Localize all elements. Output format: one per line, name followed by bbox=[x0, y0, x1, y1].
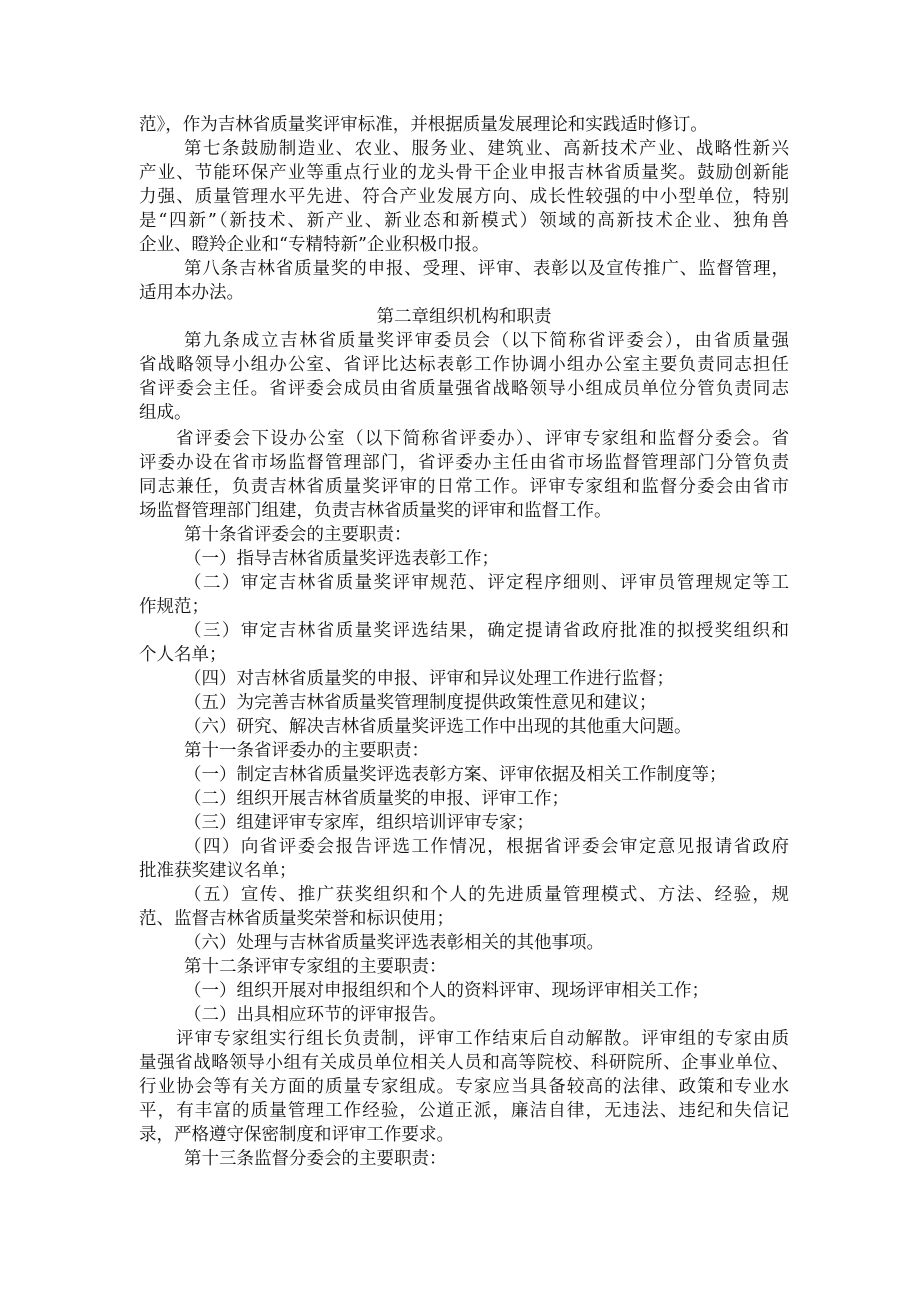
text-line: （三）审定吉林省质量奖评选结果，确定提请省政府批准的拟授奖组织和 bbox=[184, 621, 789, 641]
text-line: （二）审定吉林省质量奖评审规范、评定程序细则、评审员管理规定等工 bbox=[184, 573, 789, 593]
text-line: 第十条省评委会的主要职责： bbox=[184, 525, 412, 545]
text-line: 第十三条监督分委会的主要职责： bbox=[184, 1149, 447, 1169]
text-line: 第八条吉林省质量奖的申报、受理、评审、表彰以及宣传推广、监督管理， bbox=[184, 259, 789, 279]
text-line: 适用本办法。 bbox=[139, 283, 244, 303]
text-line: 第七条鼓励制造业、农业、服务业、建筑业、高新技术产业、战略性新兴 bbox=[184, 139, 789, 159]
text-line: 第十一条省评委办的主要职责： bbox=[184, 741, 429, 761]
text-line: 第九条成立吉林省质量奖评审委员会（以下简称省评委会），由省质量强 bbox=[184, 331, 789, 351]
text-line: 第十二条评审专家组的主要职责： bbox=[184, 957, 447, 977]
text-line: （三）组建评审专家库，组织培训评审专家； bbox=[184, 813, 534, 833]
text-line: 企业、瞪羚企业和“专精特新”企业积极巾报。 bbox=[139, 235, 490, 255]
text-line: （六）研究、解决吉林省质量奖评选工作中出现的其他重大问题。 bbox=[184, 717, 692, 737]
text-line: 省评委会下设办公室（以下简称省评委办）、评审专家组和监督分委会。省 bbox=[176, 429, 789, 449]
text-line: 个人名单； bbox=[139, 645, 227, 665]
text-line: 力强、质量管理水平先进、符合产业发展方向、成长性较强的中小型单位，特别 bbox=[139, 187, 789, 207]
text-line: 评审专家组实行组长负责制，评审工作结束后自动解散。评审组的专家由质 bbox=[176, 1029, 789, 1049]
text-line: 行业协会等有关方面的质量专家组成。专家应当具备较高的法律、政策和专业水 bbox=[139, 1077, 789, 1097]
text-line: （一）制定吉林省质量奖评选表彰方案、评审依据及相关工作制度等； bbox=[184, 765, 727, 785]
text-line: 同志兼任，负责吉林省质量奖评审的日常工作。评审专家组和监督分委会由省市 bbox=[139, 477, 789, 497]
text-line: （一）组织开展对申报组织和个人的资料评审、现场评审相关工作； bbox=[184, 981, 709, 1001]
text-line: 范、监督吉林省质量奖荣誉和标识使用； bbox=[139, 909, 454, 929]
text-line: （四）对吉林省质量奖的申报、评审和异议处理工作进行监督； bbox=[184, 669, 674, 689]
text-line: 批准获奖建议名单； bbox=[139, 861, 297, 881]
text-line: 组成。 bbox=[139, 403, 192, 423]
text-line: （一）指导吉林省质量奖评选表彰工作； bbox=[184, 549, 499, 569]
text-line: （四）向省评委会报告评选工作情况，根据省评委会审定意见报请省政府 bbox=[184, 837, 789, 857]
text-line: 是“四新”（新技术、新产业、新业态和新模式）领域的高新技术企业、独角兽 bbox=[139, 211, 789, 231]
text-line: （五）宣传、推广获奖组织和个人的先进质量管理模式、方法、经验，规 bbox=[184, 885, 789, 905]
text-line: 范》，作为吉林省质量奖评审标准，并根据质量发展理论和实践适时修订。 bbox=[139, 115, 708, 135]
text-line: 场监督管理部门组建，负责吉林省质量奖的评审和监督工作。 bbox=[139, 501, 612, 521]
text-line: 省评委会主任。省评委会成员由省质量强省战略领导小组成员单位分管负责同志 bbox=[139, 379, 789, 399]
text-line: 产业、节能环保产业等重点行业的龙头骨干企业申报吉林省质量奖。鼓励创新能 bbox=[139, 163, 789, 183]
text-line: （二）出具相应环节的评审报告。 bbox=[184, 1005, 447, 1025]
text-line: 录，严格遵守保密制度和评审工作要求。 bbox=[139, 1125, 454, 1145]
text-line: 量强省战略领导小组有关成员单位相关人员和高等院校、科研院所、企事业单位、 bbox=[139, 1053, 789, 1073]
text-line: 省战略领导小组办公室、省评比达标表彰工作协调小组办公室主要负责同志担任 bbox=[139, 355, 789, 375]
chapter-heading: 第二章组织机构和职责 bbox=[376, 307, 552, 327]
text-line: （六）处理与吉林省质量奖评选表彰相关的其他事项。 bbox=[184, 933, 604, 953]
text-line: 平，有丰富的质量管理工作经验，公道正派，廉洁自律，无违法、违纪和失信记 bbox=[139, 1101, 789, 1121]
text-line: 作规范； bbox=[139, 597, 209, 617]
text-line: 评委办设在省市场监督管理部门，省评委办主任由省市场监督管理部门分管负责 bbox=[139, 453, 789, 473]
text-line: （二）组织开展吉林省质量奖的申报、评审工作； bbox=[184, 789, 569, 809]
text-line: （五）为完善吉林省质量奖管理制度提供政策性意见和建议； bbox=[184, 693, 657, 713]
